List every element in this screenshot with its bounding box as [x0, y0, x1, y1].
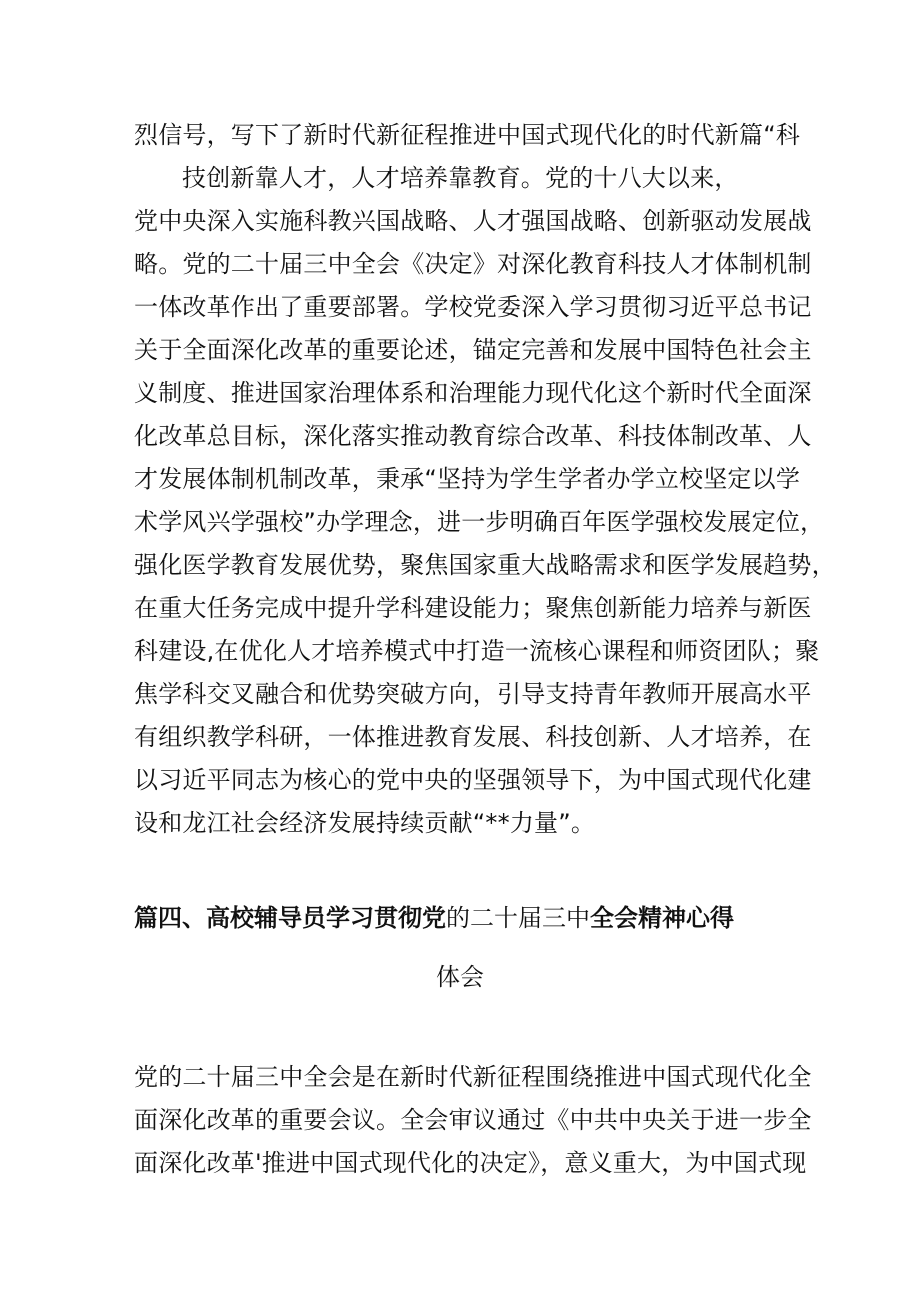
heading-part-regular: 的二十届三中: [446, 904, 590, 932]
paragraph-1-line-11: 强化医学教育发展优势，聚焦国家重大战略需求和医学发展趋势，: [134, 551, 836, 579]
paragraph-1-line-14: 焦学科交叉融合和优势突破方向，引导支持青年教师开展高水平: [134, 680, 812, 708]
paragraph-1-line-16: 以习近平同志为核心的党中央的坚强领导下，为中国式现代化建: [134, 766, 812, 794]
paragraph-1-line-2: 技创新靠人才，人才培养靠教育。党的十八大以来，: [182, 164, 739, 192]
paragraph-1-line-6: 关于全面深化改革的重要论述，锚定完善和发展中国特色社会主: [134, 336, 812, 364]
paragraph-1-line-15: 有组织教学科研，一体推进教育发展、科技创新、人才培养，在: [134, 723, 812, 751]
paragraph-1-line-3: 党中央深入实施科教兴国战略、人才强国战略、创新驱动发展战: [134, 207, 812, 235]
paragraph-2-line-3: 面深化改革'推进中国式现代化的决定》，意义重大，为中国式现: [134, 1149, 807, 1177]
paragraph-1-line-7: 义制度、推进国家治理体系和治理能力现代化这个新时代全面深: [134, 379, 812, 407]
paragraph-2-line-1: 党的二十届三中全会是在新时代新征程围绕推进中国式现代化全: [134, 1063, 812, 1091]
paragraph-1-line-8: 化改革总目标，深化落实推动教育综合改革、科技体制改革、人: [134, 422, 812, 450]
heading-part-bold-1: 篇四、高校辅导员学习贯彻党: [134, 904, 446, 932]
paragraph-1-line-1: 烈信号，写下了新时代新征程推进中国式现代化的时代新篇“科: [134, 121, 801, 149]
paragraph-1-line-17: 设和龙江社会经济发展持续贡献“**力量”。: [134, 809, 596, 837]
paragraph-1-line-5: 一体改革作出了重要部署。学校党委深入学习贯彻习近平总书记: [134, 293, 812, 321]
paragraph-1-line-13: 科建设,在优化人才培养模式中打造一流核心课程和师资团队；聚: [134, 637, 820, 665]
paragraph-1-line-10: 术学风兴学强校”办学理念，进一步明确百年医学强校发展定位，: [134, 508, 825, 536]
section-heading-line-2: 体会: [436, 963, 484, 991]
paragraph-1-line-4: 略。党的二十届三中全会《决定》对深化教育科技人才体制机制: [134, 250, 812, 278]
paragraph-1-line-12: 在重大任务完成中提升学科建设能力；聚焦创新能力培养与新医: [134, 594, 812, 622]
section-heading: [134, 903, 794, 933]
paragraph-2-line-2: 面深化改革的重要会议。全会审议通过《中共中央关于进一步全: [134, 1106, 812, 1134]
heading-part-bold-2: 全会精神心得: [590, 904, 734, 932]
paragraph-1-line-9: 才发展体制机制改革，秉承“坚持为学生学者办学立校坚定以学: [134, 465, 801, 493]
